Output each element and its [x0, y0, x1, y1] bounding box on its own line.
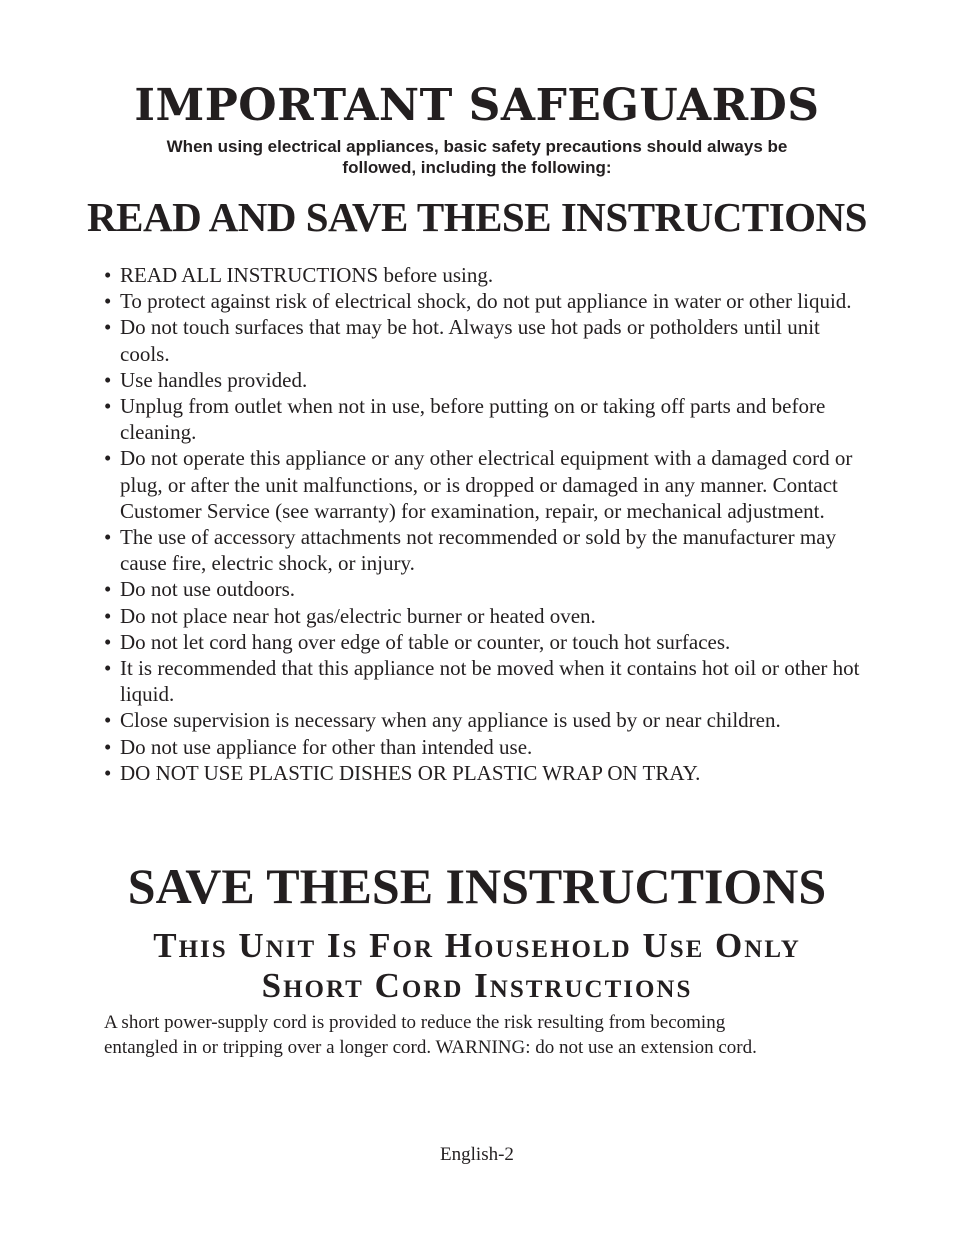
bullet-icon: •	[104, 577, 112, 602]
bullet-icon: •	[104, 525, 112, 550]
list-item	[104, 734, 864, 760]
list-item-text: Do not place near hot gas/electric burner or heated oven.	[120, 603, 596, 628]
bullet-icon: •	[104, 708, 112, 733]
subtitle	[110, 136, 844, 178]
bullet-icon: •	[104, 734, 112, 759]
bullet-icon: •	[104, 315, 112, 340]
list-item-text: Do not operate this appliance or any other electrical equipment with a damaged cord or plug, or after the unit malfunctions, or is dropped or damaged in any manner. Contact Customer Service (see warranty) for examination, repair, or mechanical adjustment.	[120, 446, 853, 523]
list-item	[104, 314, 864, 366]
bullet-icon: •	[104, 263, 112, 287]
short-cord-line-1: A short power-supply cord is provided to reduce the risk resulting from becoming	[104, 1012, 726, 1033]
list-item-text: Do not use appliance for other than intended use.	[120, 734, 533, 759]
list-item-text: DO NOT USE PLASTIC DISHES OR PLASTIC WRAP ON TRAY.	[120, 760, 701, 785]
bullet-icon: •	[104, 629, 112, 654]
subtitle-line-1: When using electrical appliances, basic safety precautions should always be	[166, 137, 788, 156]
bullet-icon: •	[104, 656, 112, 681]
bullet-icon: •	[104, 367, 112, 392]
list-item	[104, 288, 864, 314]
list-item-text: To protect against risk of electrical shock, do not put appliance in water or other liquid.	[120, 289, 852, 314]
list-item	[104, 629, 864, 655]
bullet-icon: •	[104, 603, 112, 628]
page-title: IMPORTANT SAFEGUARDS	[134, 80, 820, 131]
bullet-icon: •	[104, 289, 112, 314]
page-number: English-2	[440, 1144, 514, 1165]
list-item	[104, 603, 864, 629]
subtitle-line-2: followed, including the following:	[342, 158, 612, 177]
bullet-icon: •	[104, 446, 112, 471]
short-cord-heading: Short Cord Instructions	[261, 966, 693, 1005]
short-cord-paragraph	[104, 1010, 864, 1060]
list-item-text: Use handles provided.	[120, 367, 308, 392]
bullet-icon: •	[104, 394, 112, 419]
list-item	[104, 576, 864, 602]
list-item-text: READ ALL INSTRUCTIONS before using.	[120, 263, 494, 287]
list-item-text: Do not let cord hang over edge of table or counter, or touch hot surfaces.	[120, 629, 731, 654]
list-item-text: Unplug from outlet when not in use, before putting on or taking off parts and before cleaning.	[120, 394, 826, 445]
read-and-save-heading: READ AND SAVE THESE INSTRUCTIONS	[87, 194, 867, 240]
short-cord-line-2: entangled in or tripping over a longer cord. WARNING: do not use an extension cord.	[104, 1037, 757, 1058]
list-item	[104, 524, 864, 576]
list-item	[104, 707, 864, 733]
list-item	[104, 367, 864, 393]
list-item	[104, 760, 864, 786]
list-item-text: It is recommended that this appliance not be moved when it contains hot oil or other hot liquid.	[120, 656, 860, 707]
list-item-text: Do not use outdoors.	[120, 577, 295, 602]
list-item	[104, 262, 864, 288]
safeguards-list	[104, 262, 864, 786]
list-item-text: Do not touch surfaces that may be hot. Always use hot pads or potholders until unit cools.	[120, 315, 820, 366]
list-item	[104, 445, 864, 524]
bullet-icon: •	[104, 760, 112, 785]
list-item-text: The use of accessory attachments not recommended or sold by the manufacturer may cause fire, electric shock, or injury.	[120, 525, 837, 576]
household-use-heading: This Unit Is For Household Use Only	[153, 926, 801, 965]
list-item	[104, 655, 864, 707]
save-instructions-heading: SAVE THESE INSTRUCTIONS	[127, 858, 827, 914]
list-item-text: Close supervision is necessary when any appliance is used by or near children.	[120, 708, 781, 733]
list-item	[104, 393, 864, 445]
